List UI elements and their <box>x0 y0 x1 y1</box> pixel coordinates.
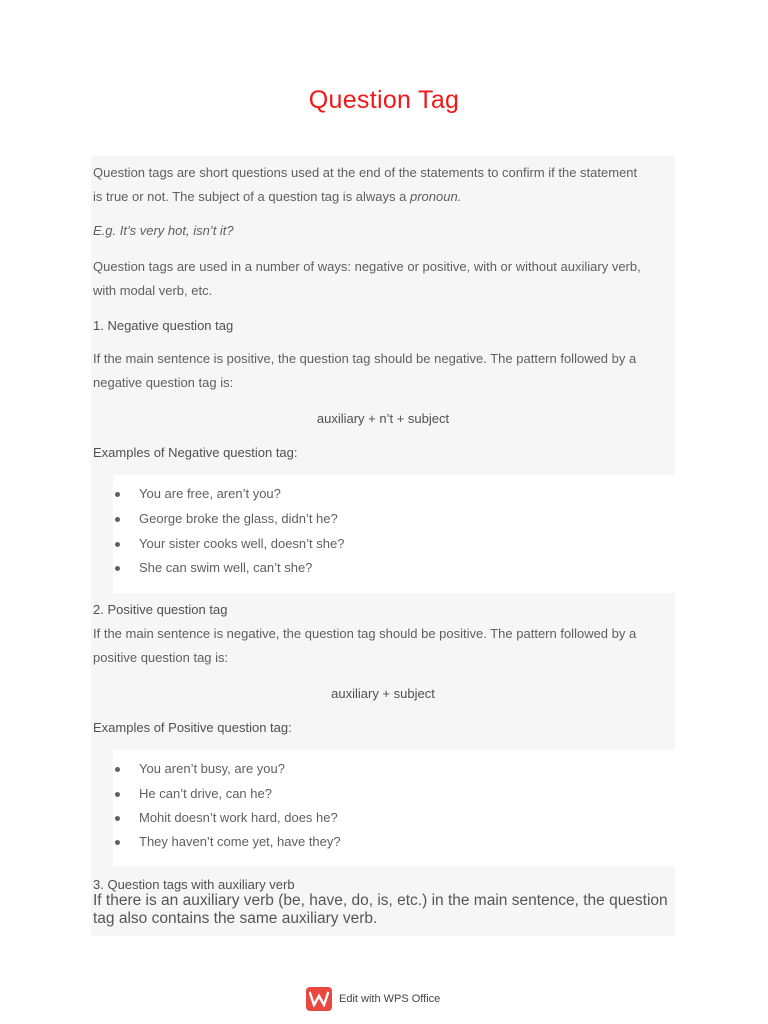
negative-desc-line-1: If the main sentence is positive, the question tag should be negative. The pattern followed by a <box>93 351 637 366</box>
positive-example-item: He can’t drive, can he? <box>139 786 272 801</box>
positive-examples-heading: Examples of Positive question tag: <box>93 720 292 735</box>
negative-pattern: auxiliary + n’t + subject <box>316 411 450 426</box>
positive-desc-line-1: If the main sentence is negative, the question tag should be positive. The pattern followed by a <box>93 626 637 641</box>
auxiliary-heading: 3. Question tags with auxiliary verb <box>93 877 295 892</box>
example-sentence: E.g. It’s very hot, isn’t it? <box>93 223 234 238</box>
positive-heading: 2. Positive question tag <box>93 602 228 617</box>
intro-line-1: Question tags are short questions used at the end of the statements to confirm if the statement <box>93 165 638 180</box>
negative-heading: 1. Negative question tag <box>93 318 234 333</box>
positive-example-bullet <box>115 816 120 821</box>
intro-line-2-text: is true or not. The subject of a question tag is always a <box>93 189 410 204</box>
negative-example-item: She can swim well, can’t she? <box>139 560 313 575</box>
negative-example-item: You are free, aren’t you? <box>139 486 281 501</box>
positive-pattern: auxiliary + subject <box>331 686 435 701</box>
negative-example-item: Your sister cooks well, doesn’t she? <box>139 536 345 551</box>
positive-example-item: You aren’t busy, are you? <box>139 761 285 776</box>
negative-example-bullet <box>115 517 120 522</box>
positive-desc-line-2: positive question tag is: <box>93 650 229 665</box>
usage-line-1: Question tags are used in a number of ways: negative or positive, with or without auxiliary verb, <box>93 259 641 274</box>
auxiliary-desc-line-1: If there is an auxiliary verb (be, have, do, is, etc.) in the main sentence, the question <box>93 892 668 909</box>
positive-example-item: They haven’t come yet, have they? <box>139 834 341 849</box>
positive-example-item: Mohit doesn’t work hard, does he? <box>139 810 338 825</box>
auxiliary-desc-line-2: tag also contains the same auxiliary verb. <box>93 910 378 927</box>
page-title: Question Tag <box>308 86 460 114</box>
negative-example-bullet <box>115 492 120 497</box>
negative-desc-line-2: negative question tag is: <box>93 375 234 390</box>
pronoun-emphasis: pronoun. <box>410 189 462 204</box>
edit-with-wps-button[interactable] <box>306 987 440 1011</box>
negative-example-bullet <box>115 542 120 547</box>
negative-examples-heading: Examples of Negative question tag: <box>93 445 298 460</box>
positive-example-bullet <box>115 840 120 845</box>
wps-w-glyph-icon <box>309 991 329 1007</box>
intro-line-2 <box>93 188 461 206</box>
negative-example-bullet <box>115 566 120 571</box>
positive-example-bullet <box>115 767 120 772</box>
wps-logo-icon <box>306 987 332 1011</box>
positive-example-bullet <box>115 792 120 797</box>
usage-line-2: with modal verb, etc. <box>93 283 213 298</box>
edit-with-wps-label: Edit with WPS Office <box>339 993 441 1005</box>
negative-example-item: George broke the glass, didn’t he? <box>139 511 338 526</box>
